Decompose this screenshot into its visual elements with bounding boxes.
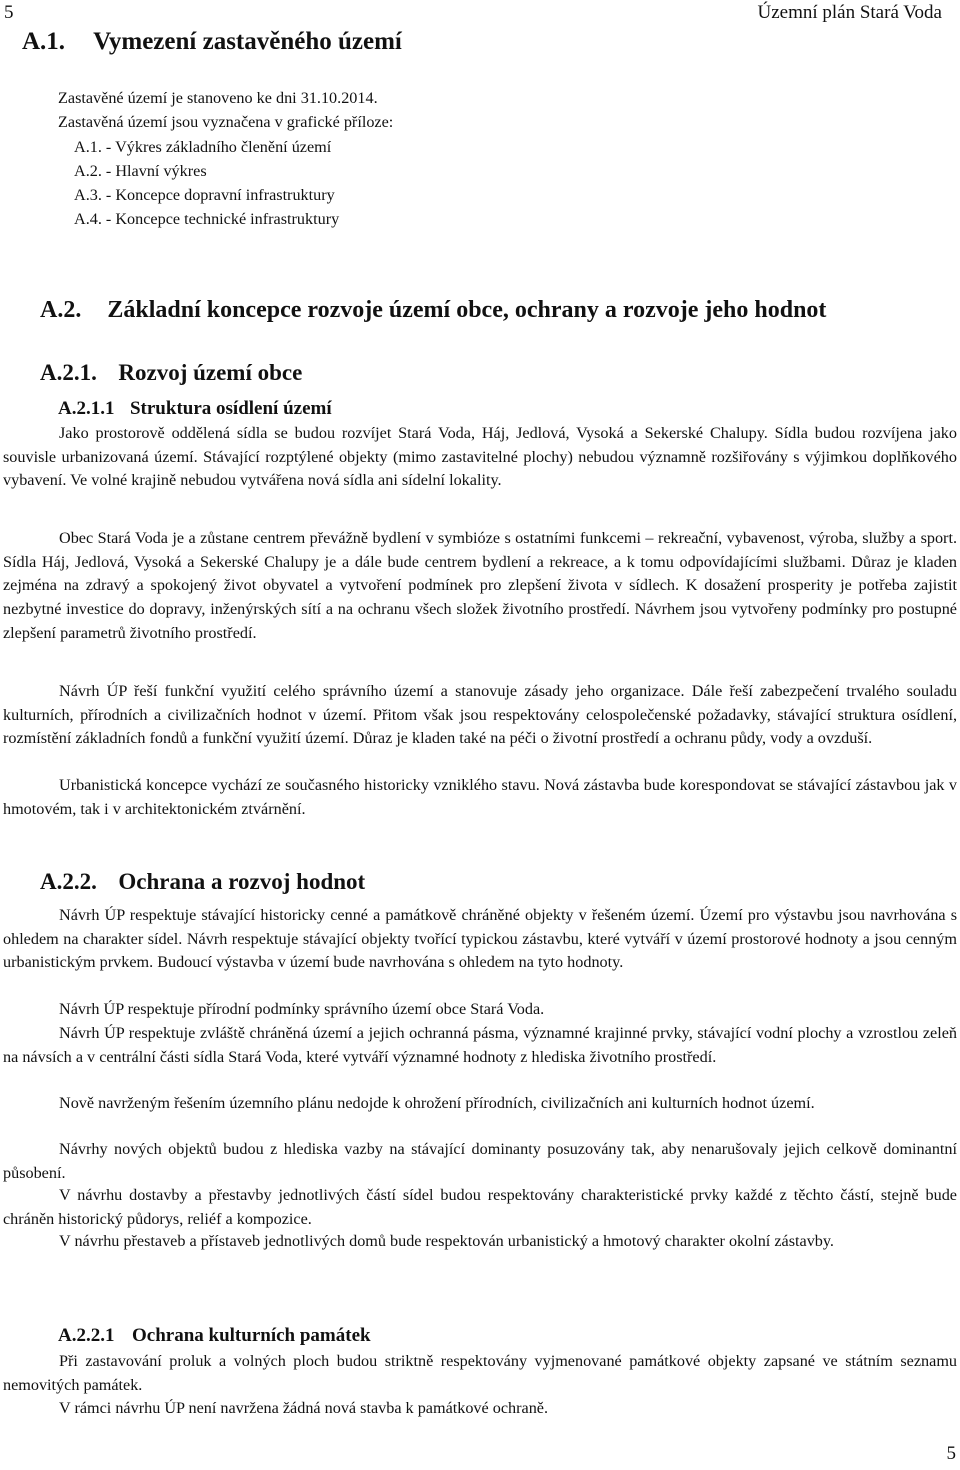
heading-a1	[22, 28, 402, 56]
paragraph: V rámci návrhu ÚP není navržena žádná nová stavba k památkové ochraně.	[59, 1399, 549, 1417]
paragraph: Obec Stará Voda je a zůstane centrem převážně bydlení v symbióze s ostatními funkcemi – rekreační, vybavenost, výroba, služby a sport. Sídla Háj, Jedlová, Vysoká a Sekerské Chalupy je a dále bude centrem bydlení a rekreace, a k tomu odpovídajícími službami. Důraz je kladen zejména na zdravý a spokojený život obyvatel a vytvoření podmínek pro zlepšení života v sídlech. K dosažení prosperity je potřeba zajistit nezbytné investice do dopravy, inženýrských sítí a na ochranu všech složek životního prostředí. Návrhem jsou vytvořeny podmínky pro postupné zlepšení parametrů životního prostředí.	[3, 529, 957, 642]
paragraph: Jako prostorově oddělená sídla se budou rozvíjet Stará Voda, Háj, Jedlová, Vysoká a Sekerské Chalupy. Sídla budou rozvíjena jako souvisle urbanizovaná území. Stávající rozptýlené objekty (mimo zastavitelné plochy) nebudou významně rozšiřovány s výjimkou doplňkového vybavení. Ve volné krajině nebudou vytvářena nová sídla ani sídelní lokality.	[3, 424, 957, 490]
a1-list-item: A.3. - Koncepce dopravní infrastruktury	[74, 186, 335, 205]
heading-a221-title: Ochrana kulturních památek	[131, 1325, 371, 1346]
heading-a211-title: Struktura osídlení území	[129, 398, 332, 419]
paragraph: Při zastavování proluk a volných ploch budou striktně respektovány vyjmenované památkové objekty zapsané ve státním seznamu nemovitých památek.	[3, 1352, 957, 1394]
heading-a2-title: Základní koncepce rozvoje území obce, ochrany a rozvoje jeho hodnot	[107, 297, 827, 323]
a22-paragraph-2	[3, 998, 957, 1022]
a1-list-item: A.1. - Výkres základního členění území	[74, 137, 332, 156]
heading-a22-title: Ochrana a rozvoj hodnot	[118, 869, 366, 894]
heading-a21	[40, 360, 302, 386]
a22-paragraph-5	[3, 1138, 957, 1185]
a1-lines	[58, 86, 393, 232]
running-header: Územní plán Stará Voda	[757, 2, 942, 23]
heading-a2	[40, 297, 826, 324]
heading-a221	[58, 1325, 371, 1347]
a22-paragraph-1	[3, 904, 957, 975]
a22-paragraph-3	[3, 1022, 957, 1069]
a1-line: Zastavěné území je stanoveno ke dni 31.10.2014.	[58, 89, 378, 107]
a211-paragraph-1	[3, 422, 957, 493]
paragraph: Urbanistická koncepce vychází ze současného historicky vzniklého stavu. Nová zástavba bude korespondovat se stávající zástavbou jak v hmotovém, tak i v architektonickém ztvárnění.	[3, 776, 957, 818]
page-number-top: 5	[4, 2, 14, 23]
heading-a2-number: A.2.	[40, 297, 82, 323]
a1-list-item: A.4. - Koncepce technické infrastruktury	[74, 210, 340, 229]
paragraph: V návrhu dostavby a přestavby jednotlivých částí sídel budou respektovány charakteristické prvky každé z těchto částí, stejně bude chráněn historický půdorys, reliéf a kompozice.	[3, 1186, 957, 1228]
a1-line: Zastavěná území jsou vyznačena v grafické příloze:	[58, 113, 394, 132]
page-number-bottom: 5	[946, 1443, 956, 1464]
a211-paragraph-3	[3, 680, 957, 751]
a211-paragraph-4	[3, 774, 957, 821]
paragraph: Návrhy nových objektů budou z hlediska vazby na stávající dominanty posuzovány tak, aby nenarušovaly jejich celkově dominantní působení.	[3, 1140, 957, 1182]
paragraph: Návrh ÚP respektuje přírodní podmínky správního území obce Stará Voda.	[59, 1000, 545, 1018]
heading-a211-number: A.2.1.1	[58, 398, 115, 419]
paragraph: Návrh ÚP řeší funkční využití celého správního území a stanovuje zásady jeho organizace. Dále řeší zabezpečení trvalého souladu kulturních, přírodních a civilizačních hodnot v území. Přitom však jsou respektovány celospolečenské požadavky, stávající struktura osídlení, rozmístění základních fondů a funkční využití území. Důraz je kladen také na péči o životní prostředí a ochranu půdy, vody a ovzduší.	[3, 682, 957, 748]
heading-a21-title: Rozvoj území obce	[118, 360, 303, 385]
a221-paragraph-2	[3, 1397, 957, 1421]
heading-a1-number: A.1.	[22, 28, 66, 55]
heading-a221-number: A.2.2.1	[58, 1325, 115, 1346]
paragraph: Návrh ÚP respektuje stávající historicky cenné a památkově chráněné objekty v řešeném území. Území pro výstavbu jsou navrhována s ohledem na charakter sídel. Návrh respektuje stávající objekty tvořící typickou zástavbu, které vytváří v území prostorové hodnoty a jsou cenným urbanistickým prvkem. Budoucí výstavba v území bude navrhována s ohledem na tyto hodnoty.	[3, 906, 957, 972]
heading-a22-number: A.2.2.	[40, 869, 97, 894]
a22-paragraph-6	[3, 1184, 957, 1231]
paragraph: Nově navrženým řešením územního plánu nedojde k ohrožení přírodních, civilizačních ani kulturních hodnot území.	[59, 1094, 815, 1112]
heading-a22	[40, 869, 365, 895]
paragraph: Návrh ÚP respektuje zvláště chráněná území a jejich ochranná pásma, významné krajinné prvky, stávající vodní plochy a vzrostlou zeleň na návsích a v centrální části sídla Stará Voda, které vytváří významné hodnoty z hlediska životního prostředí.	[3, 1024, 957, 1066]
heading-a1-title: Vymezení zastavěného území	[93, 28, 402, 55]
heading-a21-number: A.2.1.	[40, 360, 97, 385]
paragraph: V návrhu přestaveb a přístaveb jednotlivých domů bude respektován urbanistický a hmotový charakter okolní zástavby.	[59, 1232, 834, 1250]
a22-paragraph-7	[3, 1230, 957, 1254]
a211-paragraph-2	[3, 527, 957, 646]
a1-list-item: A.2. - Hlavní výkres	[74, 161, 207, 180]
a22-paragraph-4	[3, 1092, 957, 1116]
a221-paragraph-1	[3, 1350, 957, 1397]
heading-a211	[58, 398, 332, 420]
